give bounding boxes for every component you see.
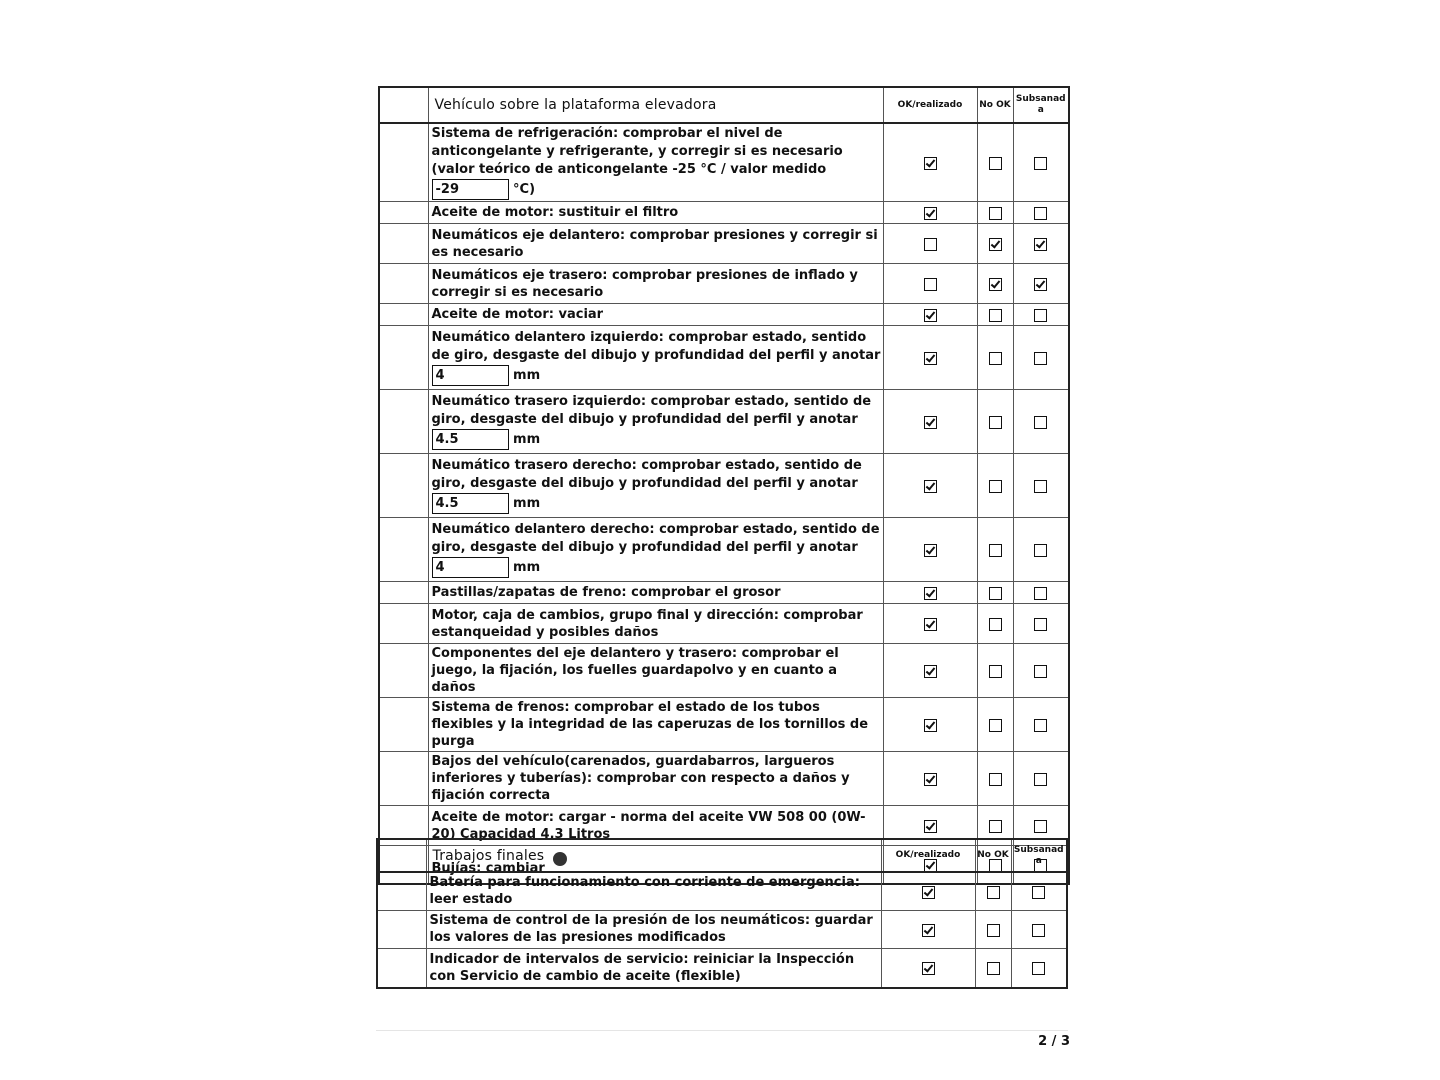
subsanado-checkbox[interactable] xyxy=(1034,157,1047,170)
unit-text: °C) xyxy=(513,182,536,197)
subsanado-checkbox[interactable] xyxy=(1034,480,1047,493)
unit-text: mm xyxy=(513,368,541,383)
col-ok-header: OK/realizado xyxy=(881,839,975,872)
checklist-row xyxy=(379,752,1069,806)
checklist-row xyxy=(379,326,1069,390)
section-title: Trabajos finales xyxy=(426,839,881,872)
item-text: Indicador de intervalos de servicio: reiniciar la Inspección con Servicio de cambio de aceite (flexible) xyxy=(429,951,855,984)
footer-rule xyxy=(376,1030,1068,1031)
ok-checkbox[interactable] xyxy=(924,157,937,170)
nook-checkbox[interactable] xyxy=(989,773,1002,786)
nook-checkbox[interactable] xyxy=(989,544,1002,557)
item-text: Neumático trasero izquierdo: comprobar estado, sentido de giro, desgaste del dibujo y profundidad del perfil y anotar xyxy=(431,394,872,427)
item-text: Neumáticos eje trasero: comprobar presiones de inflado y corregir si es necesario xyxy=(431,267,858,300)
nook-checkbox[interactable] xyxy=(989,719,1002,732)
nook-checkbox[interactable] xyxy=(987,886,1000,899)
ok-checkbox[interactable] xyxy=(924,719,937,732)
section-header xyxy=(377,839,1067,872)
ok-checkbox[interactable] xyxy=(924,820,937,833)
item-description xyxy=(428,224,883,264)
subsanado-checkbox[interactable] xyxy=(1034,665,1047,678)
nook-checkbox[interactable] xyxy=(989,157,1002,170)
subsanado-checkbox[interactable] xyxy=(1034,238,1047,251)
item-description xyxy=(426,910,881,948)
nook-checkbox[interactable] xyxy=(989,820,1002,833)
col-subsanado-header: Subsanad a xyxy=(1011,839,1067,872)
ok-checkbox[interactable] xyxy=(924,665,937,678)
checklist-row xyxy=(377,948,1067,988)
page-number: 2 / 3 xyxy=(1038,1034,1070,1049)
item-description xyxy=(428,264,883,304)
ok-checkbox[interactable] xyxy=(924,207,937,220)
final-tasks-checklist xyxy=(376,838,1068,989)
ok-checkbox[interactable] xyxy=(924,773,937,786)
col-nook-header: No OK xyxy=(975,839,1011,872)
checklist-row xyxy=(377,872,1067,910)
item-description xyxy=(428,326,883,390)
nook-checkbox[interactable] xyxy=(987,962,1000,975)
item-text: Neumático delantero derecho: comprobar estado, sentido de giro, desgaste del dibujo y profundidad del perfil y anotar xyxy=(431,522,880,555)
item-description xyxy=(428,644,883,698)
item-text: Sistema de control de la presión de los neumáticos: guardar los valores de las presiones modificados xyxy=(429,913,873,945)
subsanado-checkbox[interactable] xyxy=(1034,309,1047,322)
item-description xyxy=(428,604,883,644)
ok-checkbox[interactable] xyxy=(924,309,937,322)
subsanado-checkbox[interactable] xyxy=(1034,352,1047,365)
subsanado-checkbox[interactable] xyxy=(1034,544,1047,557)
nook-checkbox[interactable] xyxy=(989,480,1002,493)
item-description xyxy=(428,123,883,202)
item-text: Neumático delantero izquierdo: comprobar estado, sentido de giro, desgaste del dibujo y profundidad del perfil y anotar xyxy=(431,330,881,363)
nook-checkbox[interactable] xyxy=(989,309,1002,322)
unit-text: mm xyxy=(513,560,541,575)
item-description xyxy=(426,948,881,988)
item-text: Aceite de motor: sustituir el filtro xyxy=(431,205,679,220)
item-text: Neumático trasero derecho: comprobar estado, sentido de giro, desgaste del dibujo y profundidad del perfil y anotar xyxy=(431,458,862,491)
item-description xyxy=(428,202,883,224)
ok-checkbox[interactable] xyxy=(922,962,935,975)
measured-value-field[interactable]: 4.5 xyxy=(432,429,509,450)
subsanado-checkbox[interactable] xyxy=(1034,207,1047,220)
ok-checkbox[interactable] xyxy=(924,587,937,600)
item-text: Aceite de motor: cargar - norma del aceite VW 508 00 (0W-20) Capacidad 4,3 Litros xyxy=(431,809,866,842)
checklist-row xyxy=(379,518,1069,582)
item-description xyxy=(428,390,883,454)
ok-checkbox[interactable] xyxy=(922,886,935,899)
nook-checkbox[interactable] xyxy=(989,238,1002,251)
item-description xyxy=(428,454,883,518)
checklist-row xyxy=(379,390,1069,454)
item-description xyxy=(428,518,883,582)
subsanado-checkbox[interactable] xyxy=(1032,962,1045,975)
nook-checkbox[interactable] xyxy=(989,416,1002,429)
item-description xyxy=(428,582,883,604)
nook-checkbox[interactable] xyxy=(989,618,1002,631)
item-text: Sistema de frenos: comprobar el estado de los tubos flexibles y la integridad de las caperuzas de los tornillos de purga xyxy=(431,700,869,749)
checklist-row xyxy=(379,698,1069,752)
checklist-row xyxy=(379,202,1069,224)
nook-checkbox[interactable] xyxy=(989,352,1002,365)
nook-checkbox[interactable] xyxy=(987,924,1000,937)
subsanado-checkbox[interactable] xyxy=(1034,820,1047,833)
unit-text: mm xyxy=(513,496,541,511)
item-text: Bujías: cambiar xyxy=(431,860,545,876)
subsanado-checkbox[interactable] xyxy=(1032,886,1045,899)
checklist-row xyxy=(379,224,1069,264)
measured-value-field[interactable]: -29 xyxy=(432,179,509,200)
item-description xyxy=(426,872,881,910)
checklist-row xyxy=(379,123,1069,202)
section-title: Vehículo sobre la plataforma elevadora xyxy=(428,87,883,123)
item-description xyxy=(428,752,883,806)
item-text: Neumáticos eje delantero: comprobar presiones y corregir si es necesario xyxy=(431,227,878,260)
item-description xyxy=(428,698,883,752)
col-nook-header: No OK xyxy=(977,87,1013,123)
item-text: Sistema de refrigeración: comprobar el nivel de anticongelante y refrigerante, y corregir si es necesario (valor teórico de anticongelante -25 °C / valor medido xyxy=(431,126,843,177)
unit-text: mm xyxy=(513,432,541,447)
checklist-row xyxy=(379,644,1069,698)
checklist-row xyxy=(379,454,1069,518)
checklist-row xyxy=(377,910,1067,948)
ok-checkbox[interactable] xyxy=(924,480,937,493)
item-text: Pastillas/zapatas de freno: comprobar el grosor xyxy=(431,585,781,600)
ok-checkbox[interactable] xyxy=(924,278,937,291)
measured-value-field[interactable]: 4 xyxy=(432,365,509,386)
subsanado-checkbox[interactable] xyxy=(1034,278,1047,291)
nook-checkbox[interactable] xyxy=(989,278,1002,291)
ok-checkbox[interactable] xyxy=(924,618,937,631)
nook-checkbox[interactable] xyxy=(989,587,1002,600)
subsanado-checkbox[interactable] xyxy=(1034,416,1047,429)
checklist-row xyxy=(379,582,1069,604)
subsanado-checkbox[interactable] xyxy=(1032,924,1045,937)
col-subsanado-header: Subsanad a xyxy=(1013,87,1069,123)
vehicle-lift-checklist xyxy=(378,86,1070,885)
subsanado-checkbox[interactable] xyxy=(1034,773,1047,786)
ok-checkbox[interactable] xyxy=(924,352,937,365)
checklist-row xyxy=(379,604,1069,644)
item-text: Motor, caja de cambios, grupo final y dirección: comprobar estanqueidad y posibles daños xyxy=(431,607,863,640)
ok-checkbox[interactable] xyxy=(924,238,937,251)
nook-checkbox[interactable] xyxy=(989,207,1002,220)
checklist-row xyxy=(379,264,1069,304)
section-header xyxy=(379,87,1069,123)
item-text: Bajos del vehículo(carenados, guardabarros, largueros inferiores y tuberías): comprobar con respecto a daños y fijación correcta xyxy=(431,754,850,803)
item-description xyxy=(428,304,883,326)
measured-value-field[interactable]: 4 xyxy=(432,557,509,578)
subsanado-checkbox[interactable] xyxy=(1034,618,1047,631)
item-text: Componentes del eje delantero y trasero: comprobar el juego, la fijación, los fuelles guardapolvo y en cuanto a daños xyxy=(431,646,839,695)
ok-checkbox[interactable] xyxy=(922,924,935,937)
subsanado-checkbox[interactable] xyxy=(1034,587,1047,600)
measured-value-field[interactable]: 4.5 xyxy=(432,493,509,514)
item-text: Aceite de motor: vaciar xyxy=(431,307,604,322)
item-text: Batería para funcionamiento con corriente de emergencia: leer estado xyxy=(429,875,860,908)
subsanado-checkbox[interactable] xyxy=(1034,719,1047,732)
ok-checkbox[interactable] xyxy=(924,544,937,557)
col-ok-header: OK/realizado xyxy=(883,87,977,123)
checklist-row xyxy=(379,304,1069,326)
ok-checkbox[interactable] xyxy=(924,416,937,429)
nook-checkbox[interactable] xyxy=(989,665,1002,678)
